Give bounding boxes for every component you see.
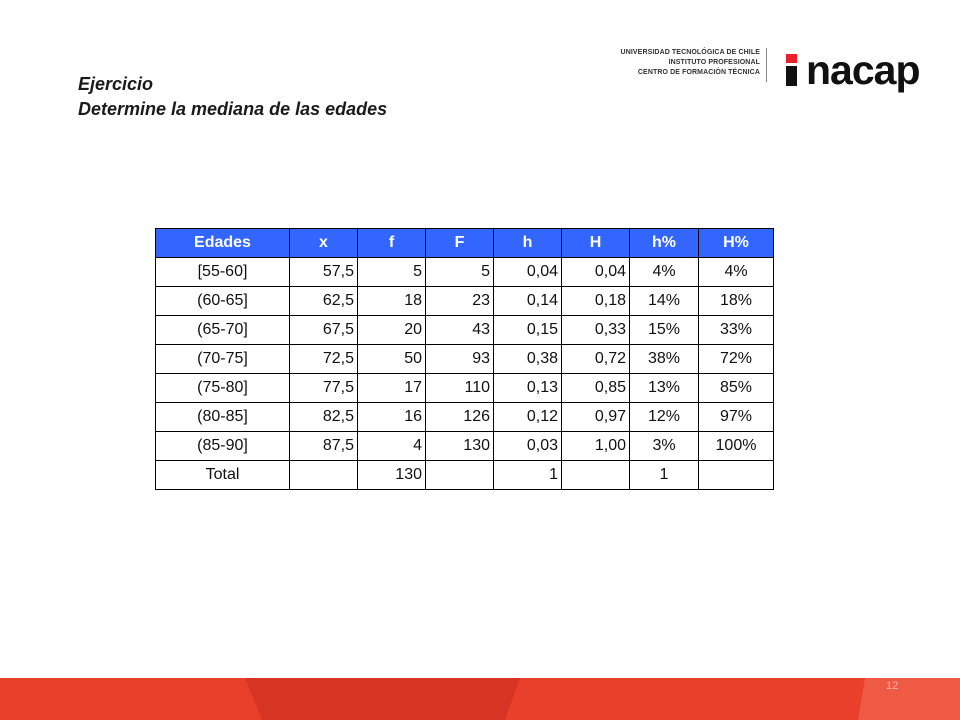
table-cell: 0,14 [494,287,562,316]
column-header: H [562,229,630,258]
logo-subtitle-line-1: UNIVERSIDAD TECNOLÓGICA DE CHILE [620,49,760,56]
table-row [156,345,774,374]
table-cell: 1,00 [562,432,630,461]
column-header: F [426,229,494,258]
table-cell: 0,13 [494,374,562,403]
table-cell: 0,15 [494,316,562,345]
table-cell: 85% [699,374,774,403]
table-cell: 38% [630,345,699,374]
table-cell: 33% [699,316,774,345]
column-header: f [358,229,426,258]
footer-band [0,678,960,720]
logo-subtitle [612,48,760,78]
table-cell [290,461,358,490]
column-header: h [494,229,562,258]
table-row [156,287,774,316]
table-cell: 0,38 [494,345,562,374]
table-row [156,316,774,345]
table-cell: 17 [358,374,426,403]
table-cell: 57,5 [290,258,358,287]
table-cell: 72% [699,345,774,374]
table-cell: 0,18 [562,287,630,316]
logo-mark-icon [780,54,808,86]
table-cell: (80-85] [156,403,290,432]
table-cell: (65-70] [156,316,290,345]
logo-subtitle-line-3: CENTRO DE FORMACIÓN TÉCNICA [637,69,760,76]
table-cell: (60-65] [156,287,290,316]
table-cell: 14% [630,287,699,316]
column-header: h% [630,229,699,258]
table-cell: (75-80] [156,374,290,403]
table-cell: 77,5 [290,374,358,403]
column-header: x [290,229,358,258]
table-cell: 18% [699,287,774,316]
slide-heading [78,72,387,122]
table-cell: 0,03 [494,432,562,461]
table-cell: 72,5 [290,345,358,374]
table-cell: 5 [426,258,494,287]
logo-wordmark: nacap [806,47,920,93]
table-cell: 5 [358,258,426,287]
table-cell: 13% [630,374,699,403]
table-cell [426,461,494,490]
table-cell: 130 [358,461,426,490]
column-header: Edades [156,229,290,258]
table-row [156,403,774,432]
table-cell: 0,04 [494,258,562,287]
page-number: 12 [886,680,899,692]
table-cell [562,461,630,490]
logo-subtitle-line-2: INSTITUTO PROFESIONAL [668,59,760,66]
table-cell: (85-90] [156,432,290,461]
table-cell: 1 [494,461,562,490]
table-cell: 4 [358,432,426,461]
table-cell: 12% [630,403,699,432]
table-cell: 97% [699,403,774,432]
table-cell: 1 [630,461,699,490]
table-cell: 18 [358,287,426,316]
column-header: H% [699,229,774,258]
table-cell: [55-60] [156,258,290,287]
table-cell: 126 [426,403,494,432]
table-cell: 62,5 [290,287,358,316]
heading-exercise: Ejercicio [78,74,154,94]
table-cell: 130 [426,432,494,461]
table-cell: 16 [358,403,426,432]
table-cell: 82,5 [290,403,358,432]
inacap-logo [612,44,942,94]
table-cell: 15% [630,316,699,345]
table-cell [699,461,774,490]
table-cell: 0,04 [562,258,630,287]
table-cell: 0,12 [494,403,562,432]
table-row [156,258,774,287]
table-row [156,461,774,490]
frequency-table [155,228,774,490]
table-cell: 87,5 [290,432,358,461]
table-cell: 20 [358,316,426,345]
heading-instruction: Determine la mediana de las edades [78,99,388,119]
table-cell: 0,72 [562,345,630,374]
table-cell: 4% [630,258,699,287]
logo-divider [766,48,767,82]
table-row [156,374,774,403]
table-cell: 3% [630,432,699,461]
table-cell: 4% [699,258,774,287]
table-cell: 67,5 [290,316,358,345]
table-cell: 110 [426,374,494,403]
table-cell: 0,97 [562,403,630,432]
table-cell: 23 [426,287,494,316]
table-cell: (70-75] [156,345,290,374]
table-cell: 50 [358,345,426,374]
table-cell: 100% [699,432,774,461]
table-header-row [156,229,774,258]
table-cell: 93 [426,345,494,374]
table-row [156,432,774,461]
table-cell: 0,85 [562,374,630,403]
table-cell: 0,33 [562,316,630,345]
table-cell: Total [156,461,290,490]
table-cell: 43 [426,316,494,345]
